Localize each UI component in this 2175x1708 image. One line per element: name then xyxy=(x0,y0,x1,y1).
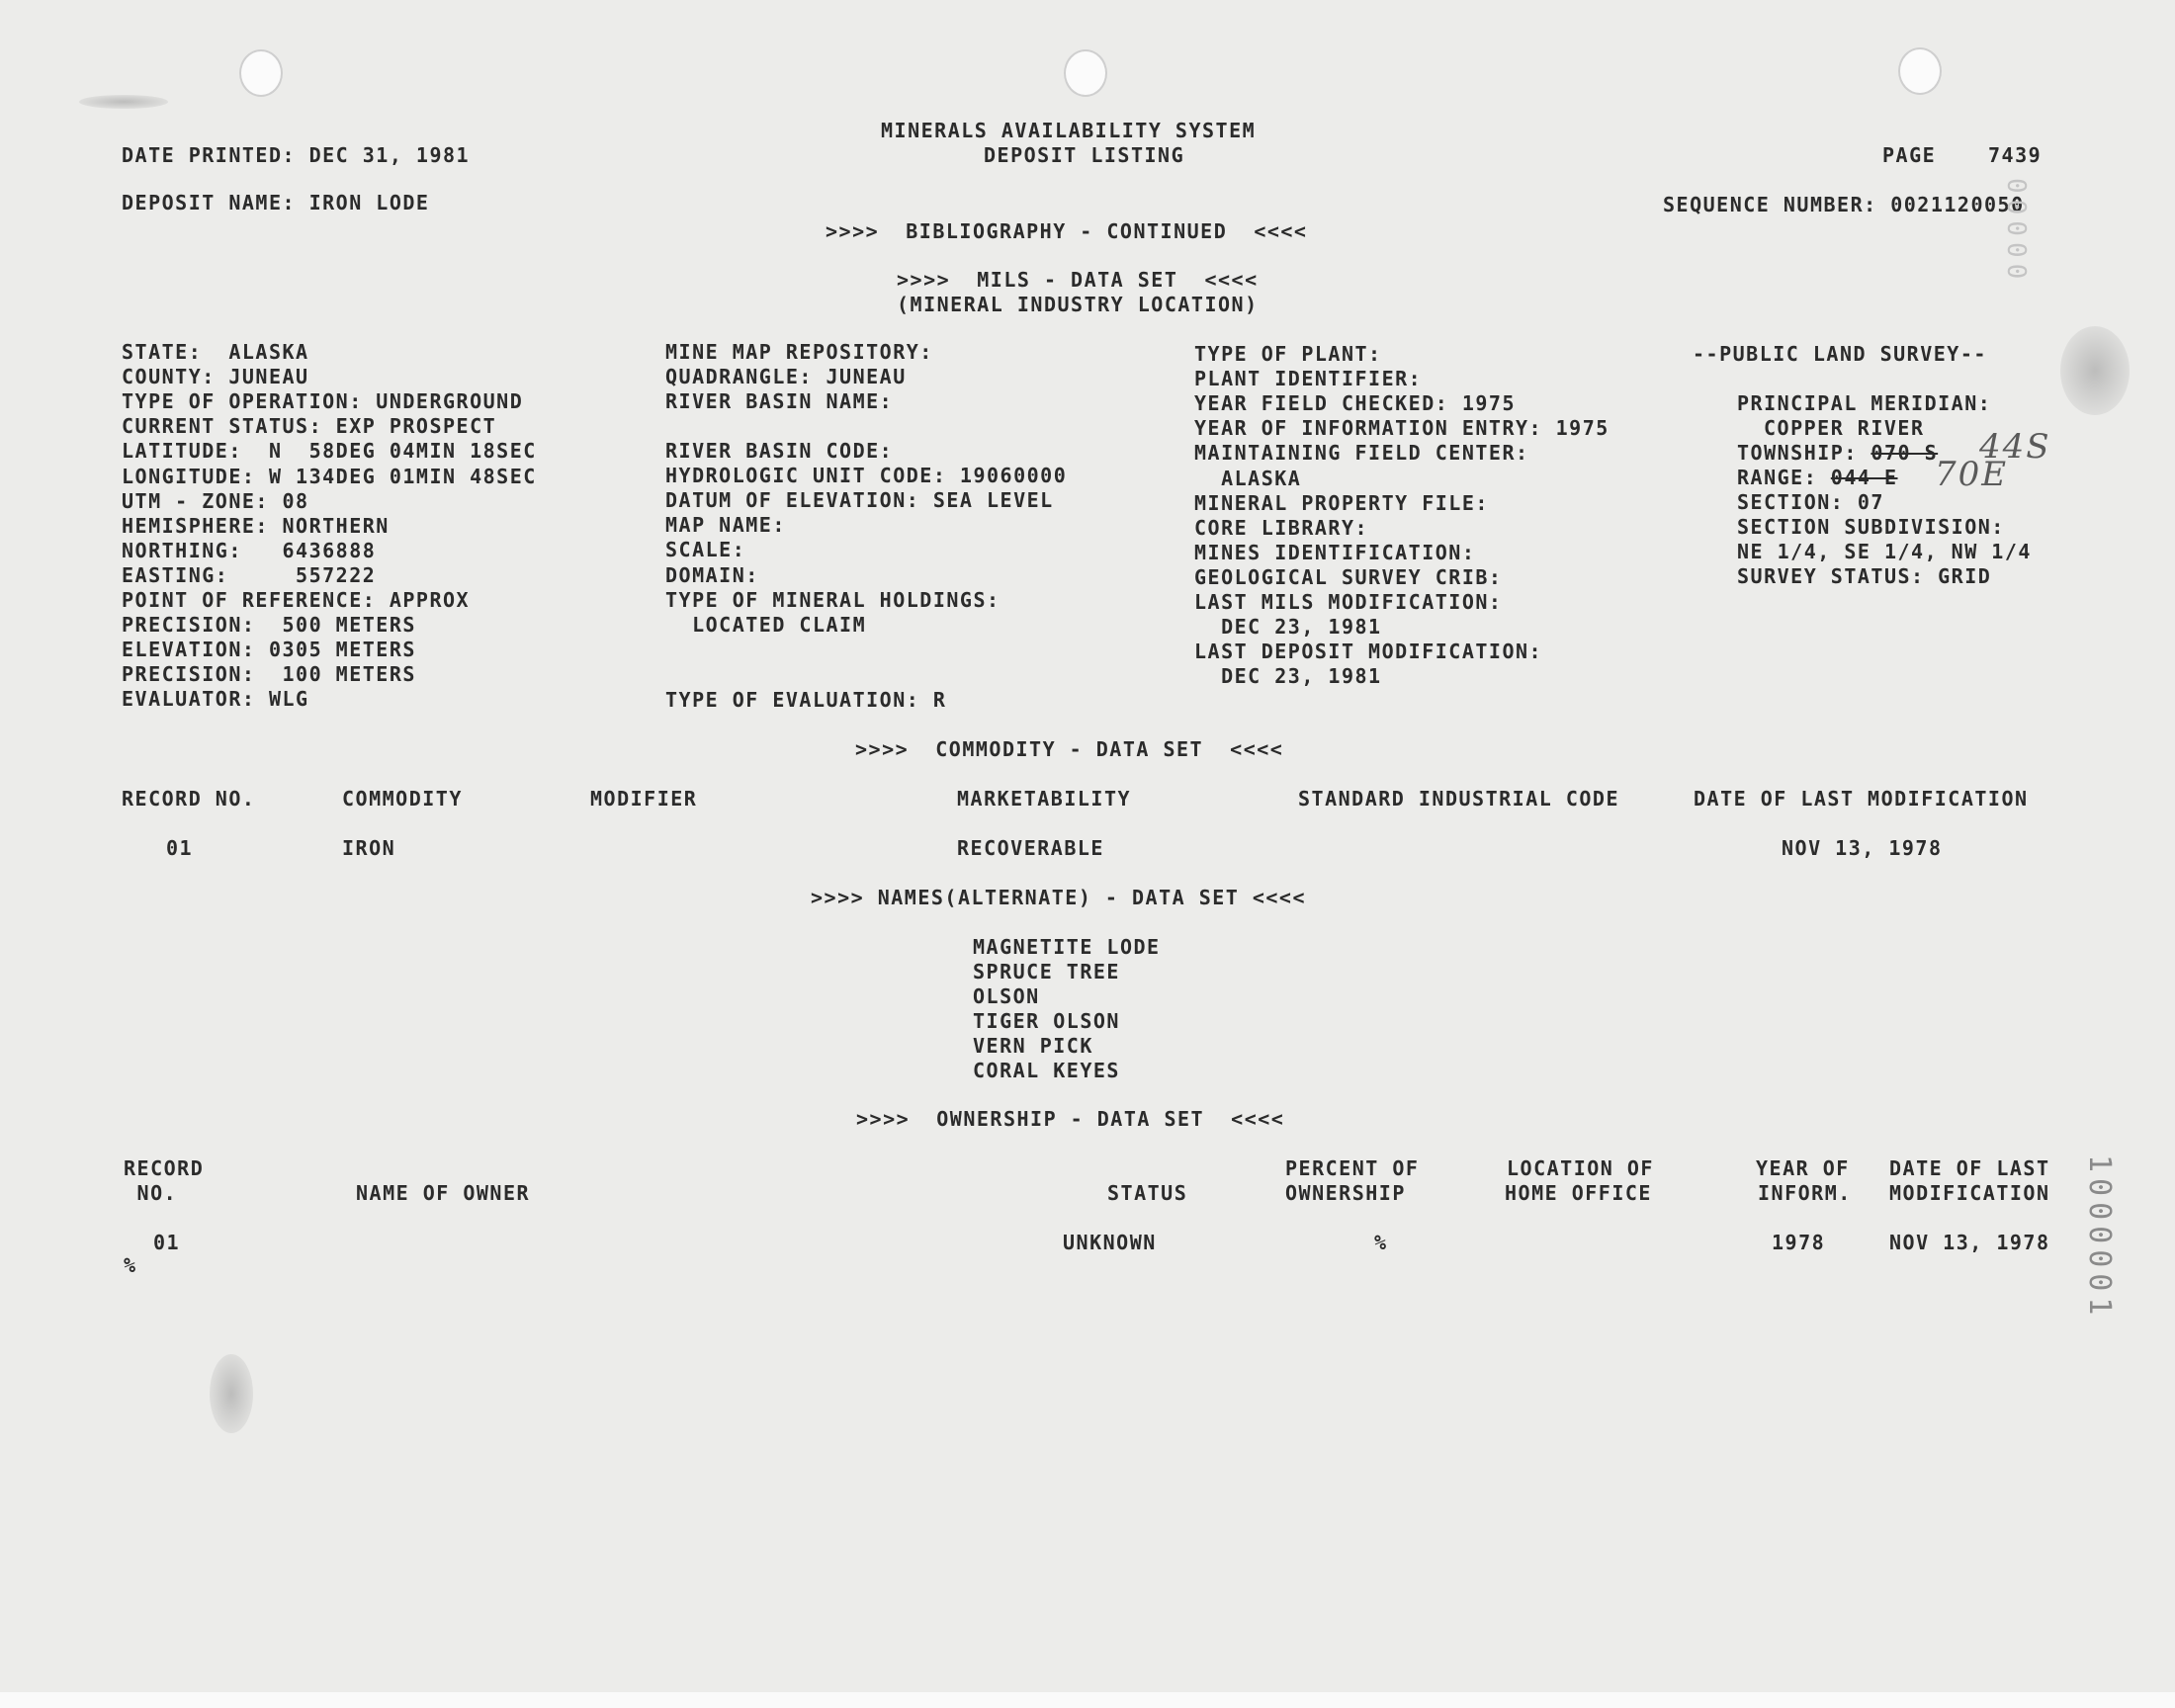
ownership-heading: >>>> OWNERSHIP - DATA SET <<<< xyxy=(856,1107,1285,1131)
smudge-mark xyxy=(210,1354,253,1433)
location-field: STATE: ALASKA xyxy=(122,340,309,364)
location-field: UTM - ZONE: 08 xyxy=(122,488,309,513)
ownership-row-status: UNKNOWN xyxy=(1063,1231,1157,1254)
location-field: PRECISION: 100 METERS xyxy=(122,662,416,687)
commodity-col-marketability: MARKETABILITY xyxy=(957,787,1132,811)
plant-field: YEAR FIELD CHECKED: 1975 xyxy=(1194,391,1516,416)
township-struck: 070 S xyxy=(1870,441,1939,465)
ownership-col-date-2: MODIFICATION xyxy=(1889,1181,2050,1205)
ownership-row-year: 1978 xyxy=(1772,1231,1826,1254)
mils-subheading: (MINERAL INDUSTRY LOCATION) xyxy=(897,293,1259,316)
plant-field: TYPE OF PLANT: xyxy=(1194,342,1382,366)
hydrology-field: TYPE OF MINERAL HOLDINGS: xyxy=(665,587,1000,612)
ownership-col-percent-2: OWNERSHIP xyxy=(1285,1181,1406,1205)
punch-hole-right xyxy=(1898,47,1942,95)
hydrology-field: LOCATED CLAIM xyxy=(665,612,867,637)
range-handwritten: 70E xyxy=(1935,455,2009,494)
hydrology-field: HYDROLOGIC UNIT CODE: 19060000 xyxy=(665,464,1068,488)
punch-hole-left xyxy=(239,49,283,97)
commodity-col-sic: STANDARD INDUSTRIAL CODE xyxy=(1298,787,1619,811)
commodity-col-commodity: COMMODITY xyxy=(342,787,463,811)
names-heading: >>>> NAMES(ALTERNATE) - DATA SET <<<< xyxy=(811,886,1307,909)
alternate-name: MAGNETITE LODE xyxy=(973,935,1161,959)
location-field: TYPE OF OPERATION: UNDERGROUND xyxy=(122,389,524,414)
faint-stamp-number: 00000 xyxy=(2001,178,2031,286)
commodity-row-commodity: IRON xyxy=(342,836,396,860)
pencil-mark xyxy=(79,95,168,109)
repository-field: MINE MAP REPOSITORY: xyxy=(665,340,933,364)
alternate-name: SPRUCE TREE xyxy=(973,960,1120,983)
plant-field: ALASKA xyxy=(1194,466,1302,490)
plant-field: CORE LIBRARY: xyxy=(1194,515,1369,540)
hydrology-field: DATUM OF ELEVATION: SEA LEVEL xyxy=(665,488,1054,513)
plant-field: LAST MILS MODIFICATION: xyxy=(1194,590,1503,614)
location-field: LATITUDE: N 58DEG 04MIN 18SEC xyxy=(122,439,537,464)
smudge-mark xyxy=(2060,326,2130,415)
location-field: POINT OF REFERENCE: APPROX xyxy=(122,588,471,612)
location-field: COUNTY: JUNEAU xyxy=(122,365,309,389)
township-field xyxy=(1737,441,1938,466)
commodity-col-modifier: MODIFIER xyxy=(590,787,698,811)
side-stamp-number: 1000001 xyxy=(2082,1154,2117,1322)
system-title: MINERALS AVAILABILITY SYSTEM xyxy=(881,119,1257,142)
plant-field: MINES IDENTIFICATION: xyxy=(1194,540,1476,564)
range-label: RANGE: xyxy=(1737,466,1831,489)
ownership-col-year-1: YEAR OF xyxy=(1756,1156,1850,1180)
hydrology-field: DOMAIN: xyxy=(665,562,759,587)
location-field: HEMISPHERE: NORTHERN xyxy=(122,513,390,538)
alternate-name: TIGER OLSON xyxy=(973,1009,1120,1033)
location-field: PRECISION: 500 METERS xyxy=(122,613,416,638)
survey-status: SURVEY STATUS: GRID xyxy=(1737,564,1992,588)
alternate-name: VERN PICK xyxy=(973,1034,1093,1058)
ownership-footnote: % xyxy=(124,1253,137,1277)
ownership-col-date-1: DATE OF LAST xyxy=(1889,1156,2050,1180)
ownership-row-percent: % xyxy=(1374,1231,1388,1254)
commodity-row-record: 01 xyxy=(166,836,194,860)
location-field: CURRENT STATUS: EXP PROSPECT xyxy=(122,414,497,439)
plant-field: LAST DEPOSIT MODIFICATION: xyxy=(1194,640,1543,664)
township-handwritten: 44S xyxy=(1979,427,2051,467)
hydrology-field: RIVER BASIN CODE: xyxy=(665,439,894,463)
location-field: EASTING: 557222 xyxy=(122,562,377,587)
page-edge xyxy=(0,1692,2175,1708)
punch-hole-center xyxy=(1064,49,1107,97)
ownership-col-location-1: LOCATION OF xyxy=(1507,1156,1654,1180)
meridian-value: COPPER RIVER xyxy=(1764,416,1925,440)
meridian-label: PRINCIPAL MERIDIAN: xyxy=(1737,391,1992,415)
township-label: TOWNSHIP: xyxy=(1737,441,1871,465)
commodity-col-date: DATE OF LAST MODIFICATION xyxy=(1694,787,2029,811)
commodity-row-date: NOV 13, 1978 xyxy=(1782,836,1943,860)
page-label: PAGE xyxy=(1882,143,1937,167)
subdivision-value: NE 1/4, SE 1/4, NW 1/4 xyxy=(1737,540,2032,563)
hydrology-field: MAP NAME: xyxy=(665,513,786,538)
subdivision-label: SECTION SUBDIVISION: xyxy=(1737,515,2005,539)
type-of-evaluation: TYPE OF EVALUATION: R xyxy=(665,688,947,712)
location-field: NORTHING: 6436888 xyxy=(122,538,377,562)
repository-field: RIVER BASIN NAME: xyxy=(665,389,894,414)
ownership-col-year-2: INFORM. xyxy=(1758,1181,1852,1205)
range-struck: 044 E xyxy=(1830,466,1898,489)
land-survey-title: --PUBLIC LAND SURVEY-- xyxy=(1693,342,1987,366)
location-field: EVALUATOR: WLG xyxy=(122,687,309,712)
location-field: LONGITUDE: W 134DEG 01MIN 48SEC xyxy=(122,464,537,488)
commodity-col-record: RECORD NO. xyxy=(122,787,256,811)
bibliography-heading: >>>> BIBLIOGRAPHY - CONTINUED <<<< xyxy=(826,219,1308,243)
section: SECTION: 07 xyxy=(1737,490,1884,514)
date-printed: DATE PRINTED: DEC 31, 1981 xyxy=(122,143,471,167)
commodity-row-marketability: RECOVERABLE xyxy=(957,836,1104,860)
commodity-heading: >>>> COMMODITY - DATA SET <<<< xyxy=(855,737,1284,761)
listing-title: DEPOSIT LISTING xyxy=(984,143,1185,167)
sequence-number: SEQUENCE NUMBER: 0021120050 xyxy=(1663,193,2025,216)
ownership-col-percent-1: PERCENT OF xyxy=(1285,1156,1420,1180)
page-number: 7439 xyxy=(1988,143,2043,167)
plant-field: MINERAL PROPERTY FILE: xyxy=(1194,490,1489,515)
range-field xyxy=(1737,466,1898,490)
repository-field: QUADRANGLE: JUNEAU xyxy=(665,365,907,389)
alternate-name: OLSON xyxy=(973,984,1040,1008)
plant-field: YEAR OF INFORMATION ENTRY: 1975 xyxy=(1194,416,1610,441)
plant-field: GEOLOGICAL SURVEY CRIB: xyxy=(1194,564,1503,589)
alternate-name: CORAL KEYES xyxy=(973,1059,1120,1082)
location-field: ELEVATION: 0305 METERS xyxy=(122,638,416,662)
plant-field: PLANT IDENTIFIER: xyxy=(1194,367,1423,391)
mils-heading: >>>> MILS - DATA SET <<<< xyxy=(897,268,1259,292)
deposit-name: DEPOSIT NAME: IRON LODE xyxy=(122,191,430,214)
ownership-col-owner: NAME OF OWNER xyxy=(356,1181,531,1205)
plant-field: MAINTAINING FIELD CENTER: xyxy=(1194,441,1529,466)
plant-field: DEC 23, 1981 xyxy=(1194,615,1382,640)
ownership-col-status: STATUS xyxy=(1107,1181,1188,1205)
ownership-col-record-2: NO. xyxy=(124,1181,178,1205)
ownership-row-record: 01 xyxy=(153,1231,181,1254)
ownership-row-date: NOV 13, 1978 xyxy=(1889,1231,2050,1254)
ownership-col-record-1: RECORD xyxy=(124,1156,205,1180)
ownership-col-location-2: HOME OFFICE xyxy=(1505,1181,1652,1205)
plant-field: DEC 23, 1981 xyxy=(1194,664,1382,689)
hydrology-field: SCALE: xyxy=(665,538,746,562)
